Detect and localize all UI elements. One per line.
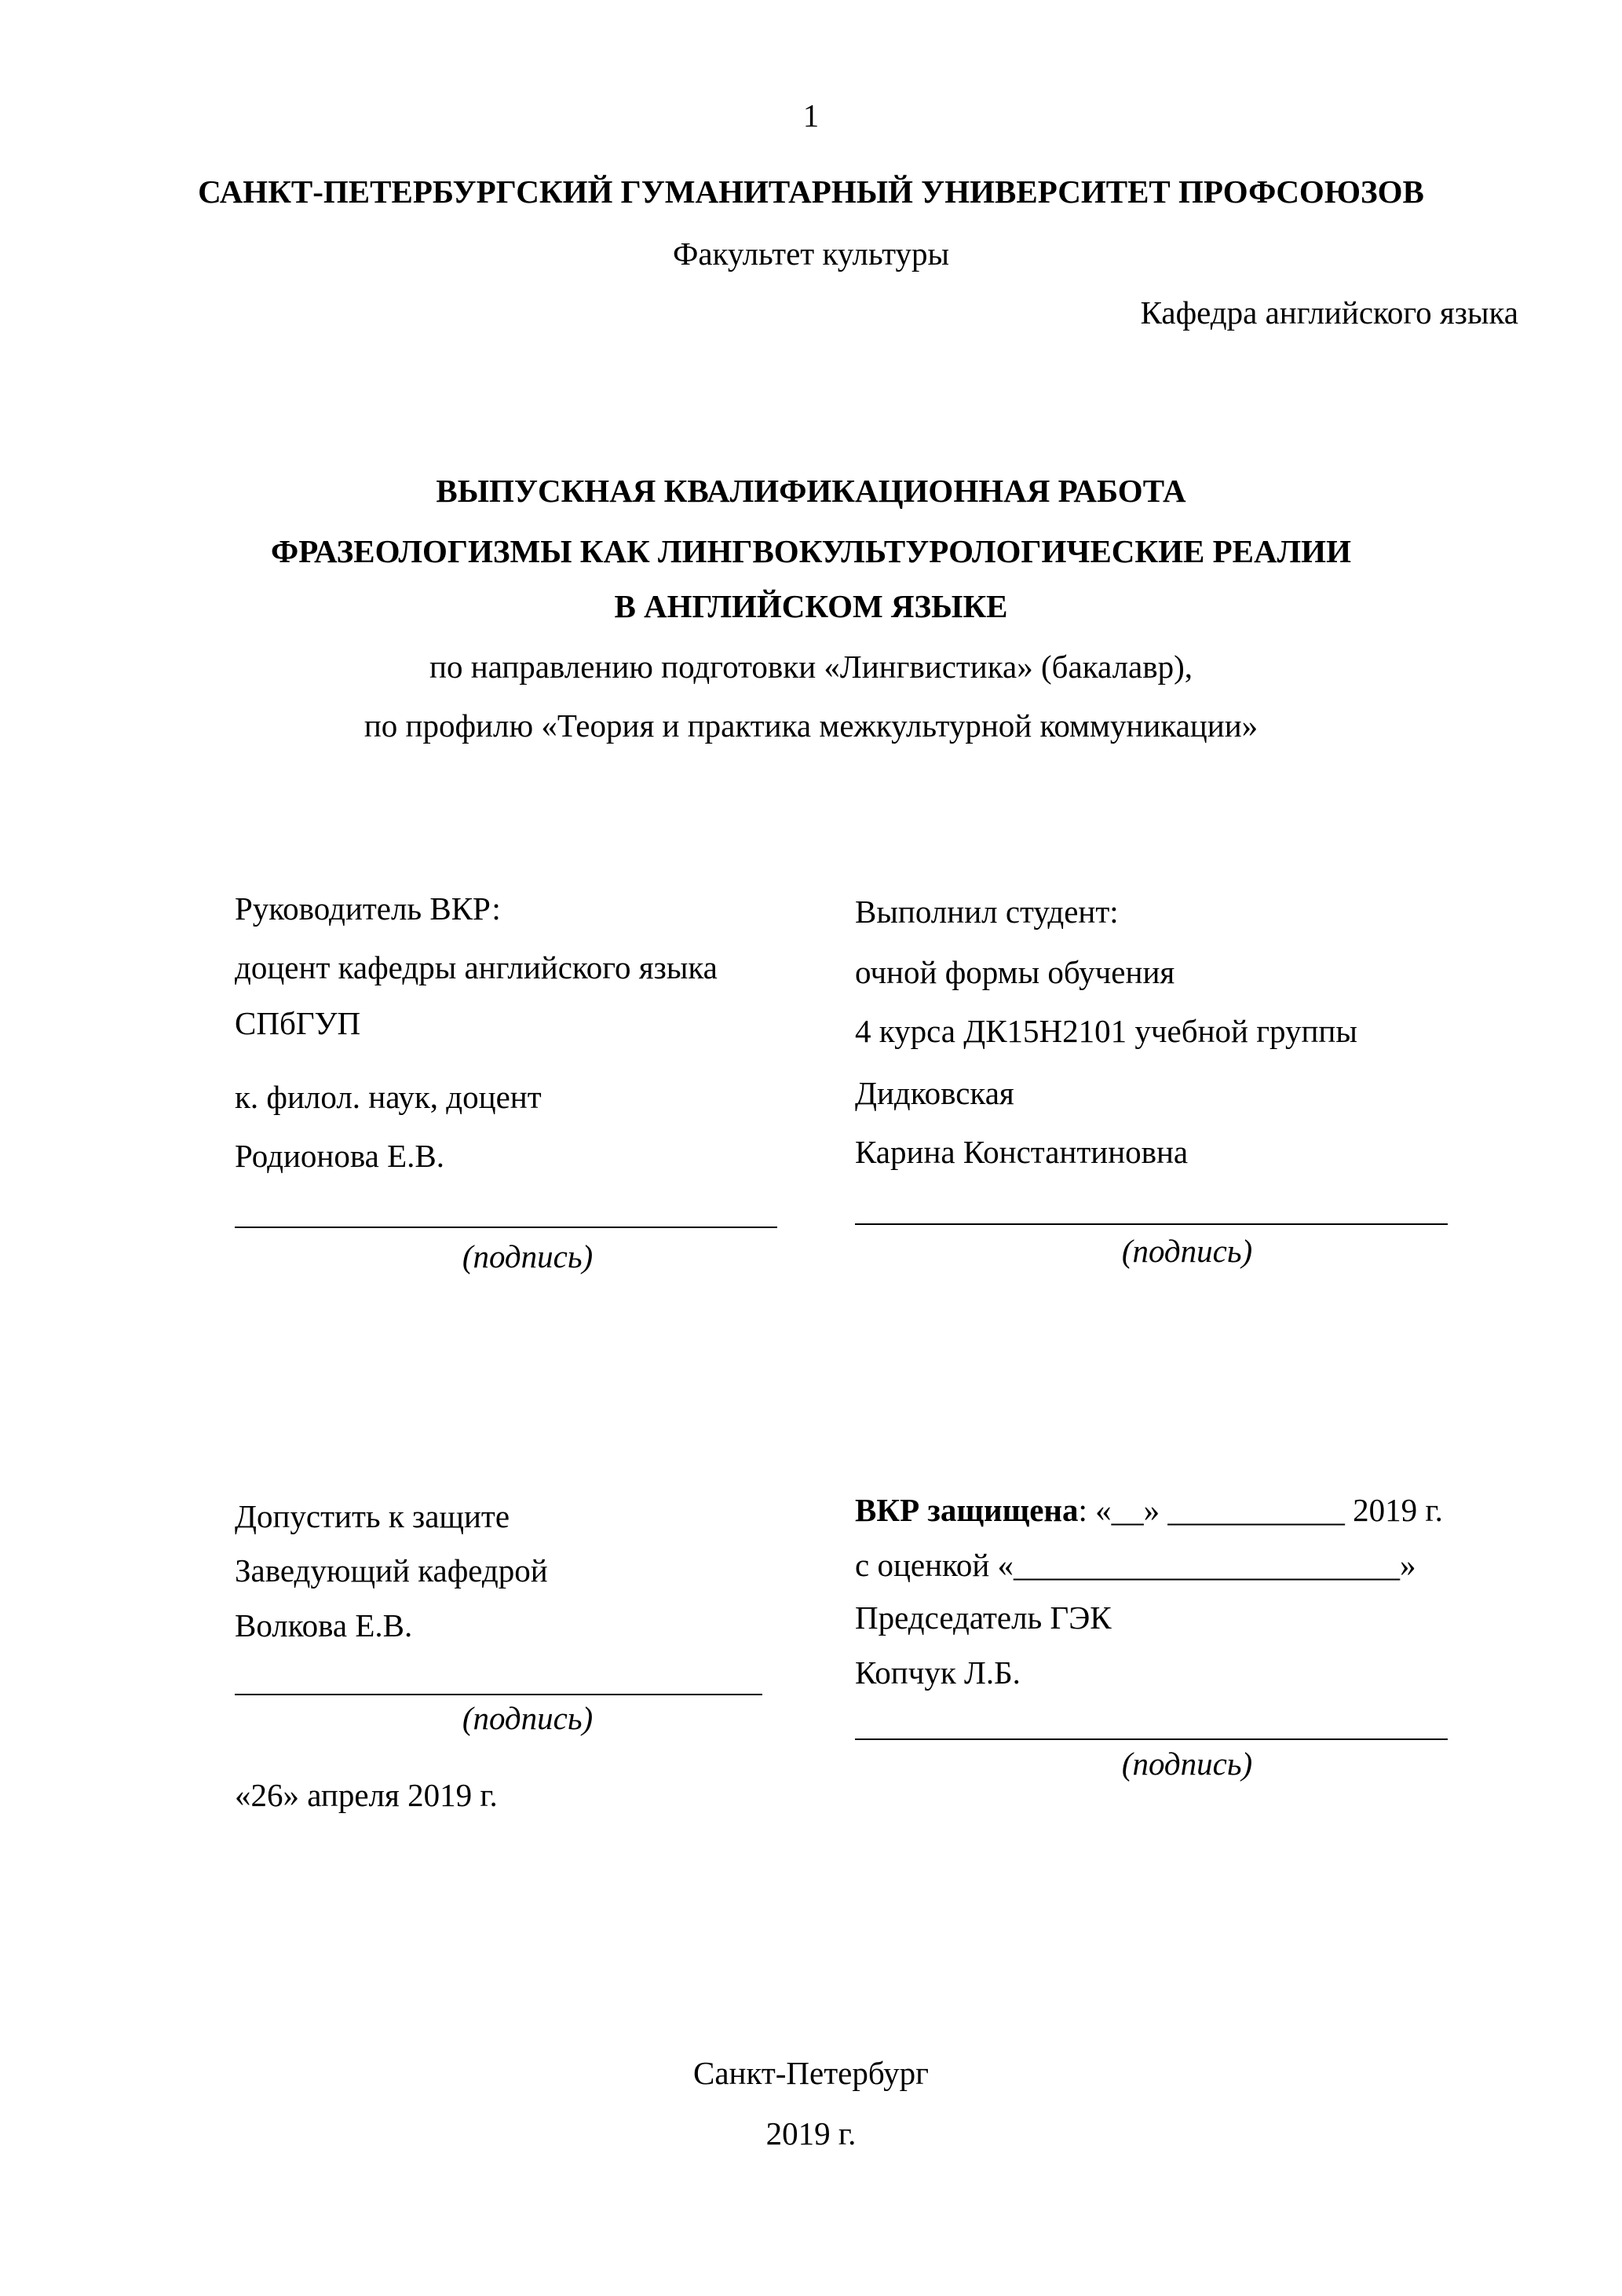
signature-caption: (подпись) xyxy=(1121,1233,1253,1269)
signature-line xyxy=(235,1694,762,1695)
committee-chair-role: Председатель ГЭК xyxy=(855,1600,1112,1636)
department-name: Кафедра английского языка xyxy=(1140,294,1518,331)
supervisor-label: Руководитель ВКР: xyxy=(235,890,501,927)
city: Санкт-Петербург xyxy=(693,2055,929,2091)
page-number: 1 xyxy=(802,97,820,133)
student-name: Карина Константиновна xyxy=(855,1134,1189,1170)
study-direction: по направлению подготовки «Лингвистика» (бакалавр), xyxy=(429,649,1193,685)
supervisor-degree: к. филол. наук, доцент xyxy=(235,1079,542,1115)
student-group: 4 курса ДК15Н2101 учебной группы xyxy=(855,1013,1357,1049)
signature-line xyxy=(855,1738,1448,1740)
defense-status xyxy=(855,1491,1443,1529)
supervisor-name: Родионова Е.В. xyxy=(235,1138,445,1174)
supervisor-org: СПбГУП xyxy=(235,1005,361,1041)
thesis-title-line2: В АНГЛИЙСКОМ ЯЗЫКЕ xyxy=(614,588,1008,624)
student-label: Выполнил студент: xyxy=(855,894,1119,930)
student-surname: Дидковская xyxy=(855,1075,1014,1111)
admission-label: Допустить к защите xyxy=(235,1498,510,1534)
admission-name: Волкова Е.В. xyxy=(235,1607,413,1643)
supervisor-position: доцент кафедры английского языка xyxy=(235,949,718,985)
signature-caption: (подпись) xyxy=(462,1238,594,1274)
work-type: ВЫПУСКНАЯ КВАЛИФИКАЦИОННАЯ РАБОТА xyxy=(436,473,1186,509)
study-profile: по профилю «Теория и практика межкультурной коммуникации» xyxy=(363,707,1259,744)
student-form: очной формы обучения xyxy=(855,954,1175,990)
signature-line xyxy=(855,1223,1448,1225)
signature-caption: (подпись) xyxy=(1121,1746,1253,1782)
defense-grade: с оценкой «________________________» xyxy=(855,1547,1416,1583)
signature-line xyxy=(235,1227,777,1228)
defense-label: ВКР защищена xyxy=(855,1492,1079,1528)
university-name: САНКТ-ПЕТЕРБУРГСКИЙ ГУМАНИТАРНЫЙ УНИВЕРСИТЕТ ПРОФСОЮЗОВ xyxy=(198,174,1424,210)
admission-role: Заведующий кафедрой xyxy=(235,1552,548,1589)
year: 2019 г. xyxy=(765,2115,857,2152)
faculty-name: Факультет культуры xyxy=(672,236,950,272)
admission-date: «26» апреля 2019 г. xyxy=(235,1777,498,1813)
signature-caption: (подпись) xyxy=(462,1700,594,1736)
thesis-title-line1: ФРАЗЕОЛОГИЗМЫ КАК ЛИНГВОКУЛЬТУРОЛОГИЧЕСКИЕ РЕАЛИИ xyxy=(271,533,1351,569)
defense-date: : «__» ___________ 2019 г. xyxy=(1078,1492,1443,1528)
committee-chair-name: Копчук Л.Б. xyxy=(855,1654,1021,1691)
